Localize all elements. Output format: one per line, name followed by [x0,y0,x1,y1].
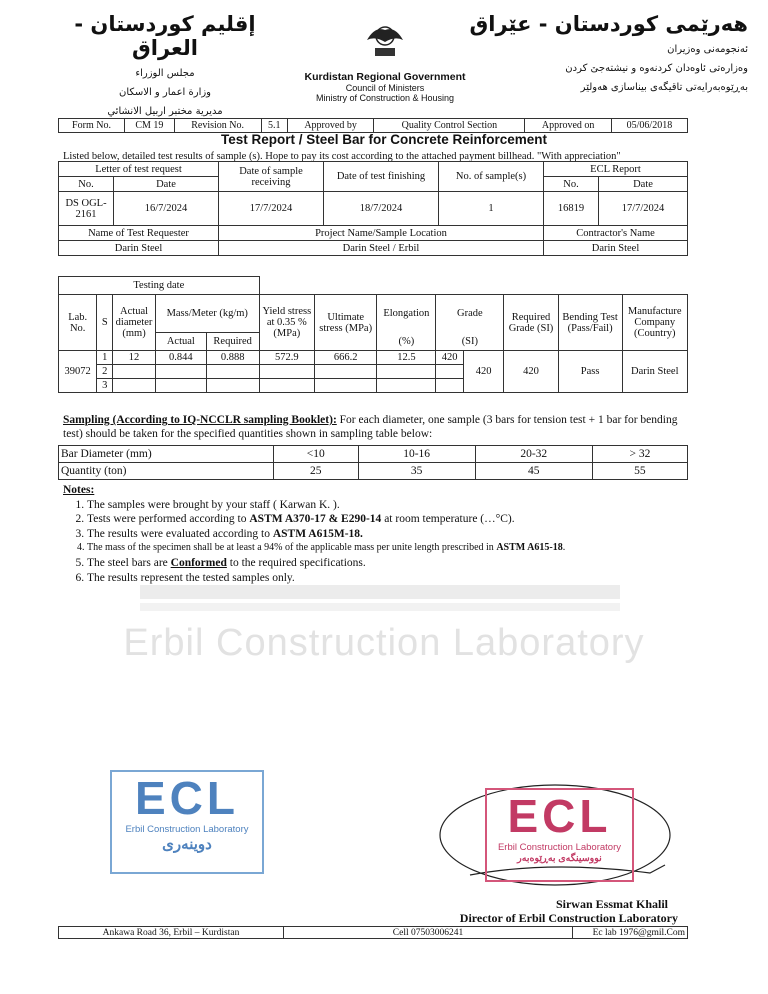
requester: Darin Steel [59,241,219,256]
date-finishing: 18/7/2024 [324,192,439,226]
grade [436,379,463,393]
ecl-no: 16819 [544,192,599,226]
form-no: CM 19 [125,119,175,133]
quantity: 25 [274,463,359,480]
ultimate [315,379,377,393]
date-receiving-header: Date of sample receiving [219,162,324,192]
sampling-table [58,445,688,480]
note-text: The samples were brought by your staff ( Karwan K. ). [87,498,340,511]
mass-required-header: Required [206,333,259,351]
mass-required [206,379,259,393]
footer-cell: Cell 07503006241 [284,927,573,939]
num-samples: 1 [439,192,544,226]
yield-header: Yield stress at 0.35 % (MPa) [259,295,314,351]
stamp-logo: ECL [507,790,612,842]
note-standard: ASTM A615-18 [496,542,563,554]
letter-no: DS OGL-2161 [59,192,114,226]
note-standard: ASTM A370-17 & E290-14 [249,513,382,526]
mass-actual [155,379,206,393]
grade-header: Grade [436,295,504,333]
required-grade-header: Required Grade (SI) [504,295,558,351]
project: Darin Steel / Erbil [219,241,544,256]
manufacturer: Darin Steel [622,351,688,393]
grade: 420 [436,351,463,365]
ecl-report-header: ECL Report [544,162,688,177]
arabic-header [60,12,270,117]
sampling-paragraph [63,413,688,441]
letter-header: Letter of test request [59,162,219,177]
note-text: to the required specifications. [226,556,366,569]
note-text: Tests were performed according to [87,513,250,526]
ultimate-header: Ultimate stress (MPa) [315,295,377,351]
bending-header: Bending Test (Pass/Fail) [558,295,622,351]
elongation [377,365,436,379]
watermark-text: Erbil Construction Laboratory [123,622,645,664]
ultimate [315,365,377,379]
mass-actual: 0.844 [155,351,206,365]
quantity-label: Quantity (ton) [59,463,274,480]
required-grade: 420 [504,351,558,393]
approved-on-label: Approved on [525,119,611,133]
contractor: Darin Steel [544,241,688,256]
date-receiving: 17/7/2024 [219,192,324,226]
notes-list [63,498,565,586]
diameter-range: <10 [274,446,359,463]
mass-actual-header: Actual [155,333,206,351]
ecl-stamp-blue [110,770,264,874]
note-item [87,498,565,513]
diameter-range: > 32 [592,446,687,463]
note-text: The results represent the tested samples only. [87,571,295,584]
lab-no-header: Lab. No. [59,295,97,351]
notes-section [63,483,565,585]
contractor-label: Contractor's Name [544,226,688,241]
ecl-date-label: Date [599,177,688,192]
note-conformed: Conformed [170,556,227,569]
watermark-logo-icon [140,575,620,615]
note-text: The results were evaluated according to [87,527,273,540]
note-item [87,512,565,527]
stamp-arabic-word: دوينەرى [162,836,212,853]
note-text: . [562,542,566,554]
sample-s: 2 [97,365,113,379]
project-label: Project Name/Sample Location [219,226,544,241]
requester-label: Name of Test Requester [59,226,219,241]
bar-diameter-label: Bar Diameter (mm) [59,446,274,463]
signatory-name: Sirwan Essmat Khalil [555,897,668,911]
notes-heading: Notes: [63,484,95,496]
s-header: S [97,295,113,351]
approved-by-label: Approved by [287,119,373,133]
footer-email: Ec lab 1976@gmil.Com [573,927,688,939]
en-government: Kurdistan Regional Government [304,71,466,83]
elongation-unit: (%) [377,333,436,351]
sampling-heading: Sampling (According to IQ-NCCLR sampling Booklet): [63,414,337,426]
revision-label: Revision No. [174,119,261,133]
yield [259,365,314,379]
note-text: The mass of the specimen shall be at least a 94% of the applicable mass per unite length prescribed in [87,542,497,554]
report-title: Test Report / Steel Bar for Concrete Reinforcement [220,132,548,147]
form-info-table [58,118,688,133]
intro-text: Listed below, detailed test results of sample (s). Hope to pay its cost according to the attached payment billhead. "With appreciation" [63,151,621,162]
sample-s: 1 [97,351,113,365]
note-text: The steel bars are [87,556,171,569]
letter-no-label: No. [59,177,114,192]
revision-no: 5.1 [261,119,287,133]
signatory-title: Director of Erbil Construction Laboratory [459,911,678,925]
arabic-region: إقليم كوردستان - العراق [74,12,256,60]
kurdish-region: هەرێمی کوردستان - عێراق [469,12,748,36]
num-samples-header: No. of sample(s) [439,162,544,192]
form-no-label: Form No. [59,119,125,133]
note-standard: ASTM A615M-18. [272,527,363,540]
diameter-header: Actual diameter (mm) [113,295,156,351]
kurdish-ministry: وەزارەتی ئاوەدان کردنەوە و نیشتەجێ کردن [565,63,748,74]
note-text: at room temperature (…°C). [381,513,515,526]
ecl-no-label: No. [544,177,599,192]
bending-result: Pass [558,351,622,393]
elongation: 12.5 [377,351,436,365]
stamp-lab-name: Erbil Construction Laboratory [497,842,622,853]
kurdish-header [448,12,748,93]
mass-required: 0.888 [206,351,259,365]
approved-by: Quality Control Section [374,119,525,133]
stamp-kurdish-word: نووسینگەی بەڕێوەبەر [517,853,602,864]
en-ministry: Ministry of Construction & Housing [315,93,455,103]
quantity: 45 [475,463,592,480]
arabic-council: مجلس الوزراء [135,68,195,79]
kurdish-council: ئەنجومەنی وەزیران [667,44,748,55]
en-council: Council of Ministers [345,83,425,93]
arabic-directorate: مديرية مختبر اربيل الانشائي [107,106,223,117]
note-item [87,556,565,571]
mass-actual [155,365,206,379]
diameter [113,365,156,379]
sample-s: 3 [97,379,113,393]
mass-required [206,365,259,379]
quantity: 55 [592,463,687,480]
lab-no: 39072 [59,351,97,393]
diameter [113,379,156,393]
diameter-range: 10-16 [358,446,475,463]
manufacturer-header: Manufacture Company (Country) [622,295,688,351]
diameter: 12 [113,351,156,365]
kurdish-directorate: بەڕێوەبەرایەتی تاقیگەی بیناسازی هەولێر [580,82,748,93]
date-finishing-header: Date of test finishing [324,162,439,192]
grade-unit: (SI) [436,333,504,351]
note-item [87,527,565,542]
quantity: 35 [358,463,475,480]
sampling-text: For each diameter, one sample (3 bars for tension test + 1 bar for bending test) should be taken for the specified quantities shown in sampling table below: [63,414,678,440]
note-item [87,541,565,556]
yield [259,379,314,393]
stamp-lab-name: Erbil Construction Laboratory [125,824,249,835]
yield: 572.9 [259,351,314,365]
ecl-date: 17/7/2024 [599,192,688,226]
diameter-range: 20-32 [475,446,592,463]
testing-date-label: Testing date [59,277,260,295]
approved-on: 05/06/2018 [611,119,687,133]
letter-date-label: Date [114,177,219,192]
krg-emblem-icon [363,18,407,60]
ecl-stamp-red [485,788,634,882]
letter-date: 16/7/2024 [114,192,219,226]
mass-header: Mass/Meter (kg/m) [155,295,259,333]
grade [436,365,463,379]
stamp-logo: ECL [135,772,239,824]
elongation [377,379,436,393]
footer-table [58,926,688,939]
request-table [58,161,688,256]
results-table [58,276,688,393]
arabic-ministry: وزارة اعمار و الاسكان [118,87,212,98]
elongation-header: Elongation [377,295,436,333]
footer-address: Ankawa Road 36, Erbil – Kurdistan [59,927,284,939]
grade-overall: 420 [463,351,503,393]
ultimate: 666.2 [315,351,377,365]
